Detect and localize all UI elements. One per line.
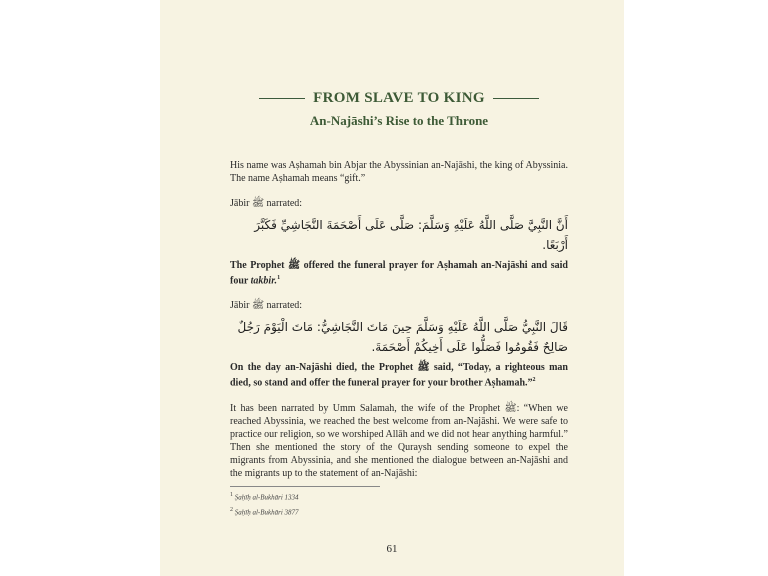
intro-paragraph: His name was Aṣhamah bin Abjar the Abyssinian an-Najāshi, the king of Abyssinia. The name Aṣhamah means “gift.” (230, 160, 568, 184)
chapter-subtitle: An-Najāshi’s Rise to the Throne (309, 113, 489, 128)
chapter-title: FROM SLAVE TO KING (313, 90, 485, 106)
hadith1-arabic: أَنَّ النَّبِيَّ صَلَّى اللَّهُ عَلَيْهِ وَسَلَّمَ: صَلَّى عَلَى أَصْحَمَةَ النَّجَاشِيِّ فَكَبَّرَ أَرْبَعًا. (254, 218, 568, 252)
hadith2-arabic-line1: قَالَ النَّبِيُّ صَلَّى اللَّهُ عَلَيْهِ وَسَلَّمَ حِينَ مَاتَ النَّجَاشِيُّ: مَاتَ الْيَوْمَ رَجُلٌ (237, 320, 568, 335)
footnote-1-number: 1 (230, 491, 233, 498)
footnote-1 (230, 490, 568, 502)
hadith1-english: The Prophet ﷺ offered the funeral prayer for Aṣhamah an-Najāshi and said four (230, 260, 568, 287)
hadith2-arabic (230, 317, 568, 357)
closing-paragraph: It has been narrated by Umm Salamah, the wife of the Prophet ﷺ: “When we reached Abyssinia, we reached the best welcome from an-Najāshi. We were safe to practice our religion, so we worshiped Allāh and we did not hear anything harmful.” Then she mentioned the story of the Quraysh sending someone to expel the migrants from Abyssinia, and she mentioned the dialogue between an-Najāshi and the migrants up to the statement of an-Najāshi: (230, 402, 568, 479)
hadith1-narrator: Jābir ﷺ narrated: (230, 198, 303, 209)
footnote-ref-1: 1 (277, 275, 281, 281)
page-number: 61 (386, 543, 398, 555)
footnote-2-text: Ṣaḥīḥ al-Bukhāri 3877 (234, 508, 299, 517)
title-rule-right (493, 98, 539, 99)
hadith2-narrator: Jābir ﷺ narrated: (230, 300, 303, 312)
book-page (160, 0, 624, 576)
hadith2-arabic-line2: صَالِحٌ فَقُومُوا فَصَلُّوا عَلَى أَخِيكُمْ أَصْحَمَةَ. (371, 340, 568, 355)
hadith1-translation (230, 259, 568, 287)
footnote-ref-2: 2 (532, 377, 536, 384)
title-rule-left (259, 98, 305, 99)
chapter-heading (230, 90, 568, 107)
footnote-2 (230, 505, 568, 517)
footnote-2-number: 2 (230, 506, 233, 513)
hadith2-translation (230, 361, 568, 389)
hadith2-english: On the day an-Najāshi died, the Prophet ﷺ said, “Today, a righteous man died, so stand and offer the funeral prayer for your brother Aṣhamah.” (230, 362, 568, 389)
footnote-divider (230, 486, 380, 487)
footnote-1-text: Ṣaḥīḥ al-Bukhāri 1334 (234, 492, 299, 501)
page-content (230, 90, 568, 517)
hadith1-english-italic: takbir. (250, 275, 278, 287)
